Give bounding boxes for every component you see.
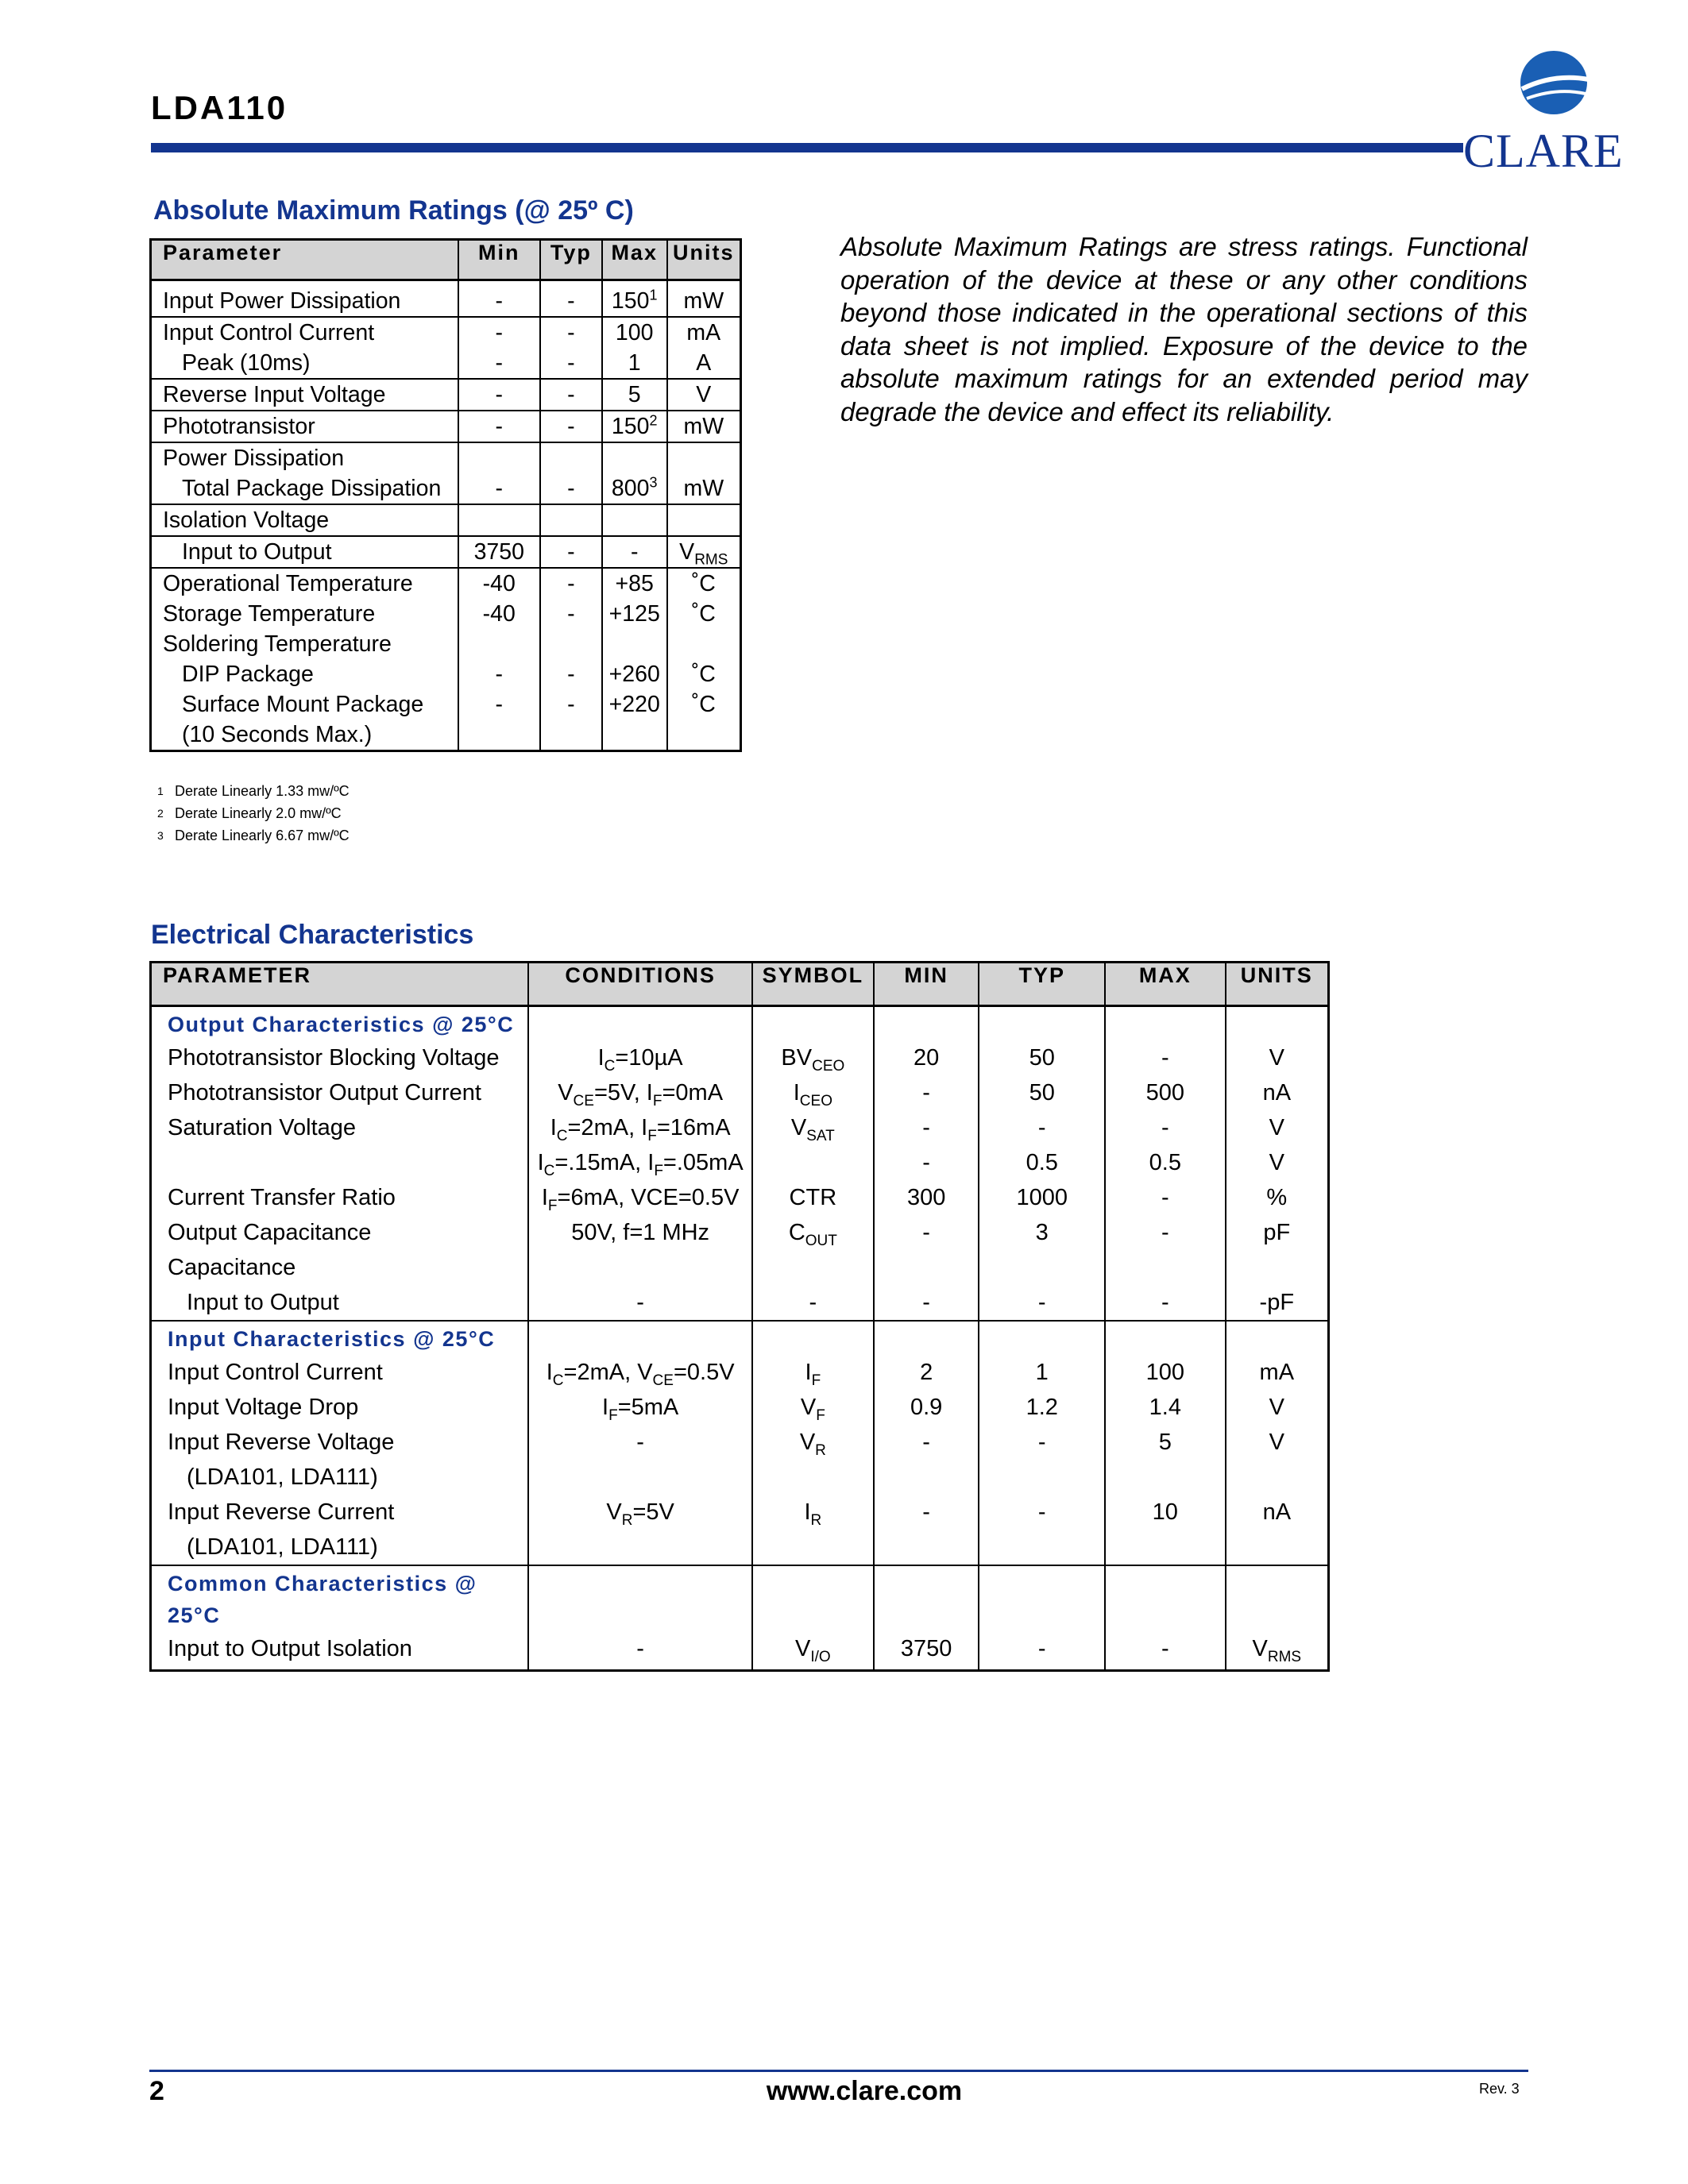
row-parameter: Soldering Temperature [163, 631, 392, 657]
row-parameter: Phototransistor Output Current [151, 1075, 529, 1110]
table-row [151, 379, 741, 411]
row-parameter: Input Reverse Current [151, 1495, 529, 1530]
row-min: 20 [874, 1040, 979, 1075]
table-row [151, 1040, 1329, 1075]
row-parameter-sub: Total Package Dissipation [182, 476, 442, 501]
row-units: mW [667, 411, 741, 442]
footnote: 2 Derate Linearly 2.0 mw/ºC [157, 805, 342, 821]
row-parameter: Input to Output Isolation [151, 1631, 529, 1671]
row-min: -40 [482, 571, 516, 596]
row-max: +220 [608, 692, 660, 717]
document-title: LDA110 [151, 89, 288, 126]
row-conditions: $I_C=2mA$, $V_{CE}=0.5V$ [528, 1355, 752, 1390]
row-units: mW [683, 476, 724, 501]
table-row [151, 411, 741, 442]
footer-url-link[interactable]: www.clare.com [766, 2076, 963, 2106]
row-conditions: $I_F=6mA$, VCE=0.5V [528, 1180, 752, 1215]
row-units: V [1226, 1110, 1329, 1145]
row-min: 3750 [874, 1631, 979, 1671]
amr-section-title: Absolute Maximum Ratings (@ 25º C) [153, 195, 634, 226]
row-typ: 0.5 [979, 1145, 1105, 1180]
footnote: 3 Derate Linearly 6.67 mw/ºC [157, 828, 350, 843]
row-max: +260 [608, 662, 660, 687]
row-max: 1.4 [1105, 1390, 1226, 1425]
table-row [151, 442, 741, 504]
table-row [151, 1631, 1329, 1671]
row-units: V [1226, 1390, 1329, 1425]
row-max: - [1105, 1110, 1226, 1145]
row-min: - [874, 1425, 979, 1460]
row-parameter: Saturation Voltage [151, 1110, 529, 1145]
row-parameter: Output Capacitance [151, 1215, 529, 1250]
table-row [151, 1460, 1329, 1495]
table-row [151, 1215, 1329, 1250]
row-typ: - [540, 280, 602, 318]
row-units: V [1226, 1040, 1329, 1075]
row-units: -pF [1226, 1285, 1329, 1321]
electrical-characteristics-table [149, 961, 1330, 1672]
row-min: - [874, 1145, 979, 1180]
row-max: 10 [1105, 1495, 1226, 1530]
footnote: 1 Derate Linearly 1.33 mw/ºC [157, 783, 350, 799]
row-min: - [874, 1215, 979, 1250]
row-conditions: $V_R=5V$ [528, 1495, 752, 1530]
row-parameter-sub: Input to Output [151, 536, 458, 568]
header-parameter: Parameter [151, 240, 458, 280]
row-max: 500 [1105, 1075, 1226, 1110]
revision-label: Rev. 3 [1479, 2081, 1520, 2097]
table-row [151, 1530, 1329, 1565]
row-symbol: $V_R$ [752, 1425, 874, 1460]
row-units: % [1226, 1180, 1329, 1215]
row-conditions: $I_C=2mA$, $I_F=16mA$ [528, 1110, 752, 1145]
row-symbol: $I_{CEO}$ [752, 1075, 874, 1110]
row-parameter-sub: (10 Seconds Max.) [182, 722, 373, 747]
table-header-row [151, 240, 741, 280]
row-typ: - [567, 601, 575, 627]
row-min: - [458, 280, 541, 318]
globe-logo-icon [1517, 49, 1590, 116]
header-conditions: CONDITIONS [528, 963, 752, 1006]
header-min: MIN [874, 963, 979, 1006]
row-max: - [1105, 1040, 1226, 1075]
row-min: 300 [874, 1180, 979, 1215]
table-row [151, 317, 741, 379]
header-typ: TYP [979, 963, 1105, 1006]
row-units: ˚C [691, 692, 716, 717]
header-units: Units [667, 240, 741, 280]
row-min: - [458, 379, 541, 411]
row-units: mW [667, 280, 741, 318]
header-rule [151, 143, 1463, 152]
row-typ: - [567, 662, 575, 687]
row-parameter: Capacitance [151, 1250, 529, 1285]
row-min: 0.9 [874, 1390, 979, 1425]
group-title-output: Output Characteristics @ 25°C [151, 1006, 529, 1041]
row-min: - [495, 692, 504, 717]
row-conditions: 50V, f=1 MHz [528, 1215, 752, 1250]
row-parameter: Input Reverse Voltage [151, 1425, 529, 1460]
header-typ: Typ [540, 240, 602, 280]
row-max: $150^1$ [602, 280, 667, 318]
row-typ: - [567, 692, 575, 717]
row-max: - [602, 536, 667, 568]
row-symbol: - [752, 1285, 874, 1321]
row-typ: 50 [979, 1040, 1105, 1075]
row-symbol: CTR [752, 1180, 874, 1215]
group-row [151, 1321, 1329, 1355]
row-symbol: $V_F$ [752, 1390, 874, 1425]
clare-logo [1463, 49, 1624, 177]
row-typ: 50 [979, 1075, 1105, 1110]
header-max: MAX [1105, 963, 1226, 1006]
absolute-maximum-ratings-table [149, 238, 742, 752]
row-units: mA [686, 320, 721, 345]
table-row [151, 1495, 1329, 1530]
row-typ: - [540, 536, 602, 568]
row-units: V [1226, 1145, 1329, 1180]
row-max: 0.5 [1105, 1145, 1226, 1180]
table-row [151, 504, 741, 536]
row-units: nA [1226, 1075, 1329, 1110]
row-min: - [495, 320, 504, 345]
table-row [151, 568, 741, 751]
row-typ: 3 [979, 1215, 1105, 1250]
header-units: UNITS [1226, 963, 1329, 1006]
table-row [151, 1180, 1329, 1215]
row-units: ˚C [691, 662, 716, 687]
row-conditions: - [528, 1631, 752, 1671]
row-parameter: Current Transfer Ratio [151, 1180, 529, 1215]
row-max: 100 [1105, 1355, 1226, 1390]
table-row [151, 1425, 1329, 1460]
row-typ: - [567, 320, 575, 345]
row-min: - [495, 350, 504, 376]
row-parameter: Power Dissipation [163, 446, 345, 471]
row-symbol: $I_R$ [752, 1495, 874, 1530]
table-header-row [151, 963, 1329, 1006]
header-symbol: SYMBOL [752, 963, 874, 1006]
row-units: V [667, 379, 741, 411]
row-min: - [874, 1110, 979, 1145]
row-typ: 1.2 [979, 1390, 1105, 1425]
row-min: 3750 [458, 536, 541, 568]
row-symbol: $C_{OUT}$ [752, 1215, 874, 1250]
row-units: pF [1226, 1215, 1329, 1250]
amr-note-paragraph: Absolute Maximum Ratings are stress ratings. Functional operation of the device at these or any other conditions beyond those indicated in the operational sections of this data sheet is not implied. Exposure of the device to the absolute maximum ratings for an extended period may degrade the device and effect its reliability. [840, 232, 1528, 426]
row-units: $V_{RMS}$ [1226, 1631, 1329, 1671]
row-parameter: Storage Temperature [163, 601, 376, 627]
row-parameter-sub: (LDA101, LDA111) [151, 1460, 529, 1495]
row-typ: - [979, 1285, 1105, 1321]
group-row [151, 1565, 1329, 1631]
row-symbol: $I_F$ [752, 1355, 874, 1390]
row-max: 5 [1105, 1425, 1226, 1460]
row-typ: - [540, 379, 602, 411]
row-max: - [1105, 1285, 1226, 1321]
row-typ: - [979, 1110, 1105, 1145]
row-max: +125 [608, 601, 660, 627]
row-parameter-sub: (LDA101, LDA111) [151, 1530, 529, 1565]
row-typ: - [567, 350, 575, 376]
table-row [151, 1110, 1329, 1145]
row-max: - [1105, 1180, 1226, 1215]
row-symbol: $BV_{CEO}$ [752, 1040, 874, 1075]
footer-rule [149, 2070, 1528, 2072]
row-conditions: $I_C=.15mA$, $I_F=.05mA$ [528, 1145, 752, 1180]
row-typ: - [979, 1495, 1105, 1530]
row-max: $800^3$ [611, 474, 658, 501]
row-min: - [458, 411, 541, 442]
row-units: nA [1226, 1495, 1329, 1530]
table-row [151, 1250, 1329, 1285]
table-row [151, 1145, 1329, 1180]
row-typ: - [567, 571, 575, 596]
row-max: 1 [628, 350, 641, 376]
row-max: +85 [615, 571, 654, 596]
header-max: Max [602, 240, 667, 280]
row-min: -40 [482, 601, 516, 627]
header-min: Min [458, 240, 541, 280]
row-parameter: Input Control Current [163, 320, 375, 345]
row-conditions: $V_{CE}=5V$, $I_F=0mA$ [528, 1075, 752, 1110]
header-parameter: PARAMETER [151, 963, 529, 1006]
table-row [151, 1075, 1329, 1110]
row-conditions: - [528, 1425, 752, 1460]
row-parameter: Input Power Dissipation [151, 280, 458, 318]
row-symbol: $V_{I/O}$ [752, 1631, 874, 1671]
row-max: - [1105, 1631, 1226, 1671]
row-parameter: Reverse Input Voltage [151, 379, 458, 411]
table-row [151, 1285, 1329, 1321]
row-symbol: $V_{SAT}$ [752, 1110, 874, 1145]
row-units: A [696, 350, 712, 376]
amr-footnotes [157, 780, 350, 847]
group-title-common: Common Characteristics @ 25°C [151, 1565, 529, 1631]
row-parameter: Operational Temperature [163, 571, 413, 596]
row-max: $150^2$ [602, 411, 667, 442]
table-row [151, 536, 741, 568]
group-row [151, 1006, 1329, 1041]
table-row [151, 1355, 1329, 1390]
table-row [151, 1390, 1329, 1425]
table-row [151, 280, 741, 318]
row-parameter-sub: Surface Mount Package [182, 692, 424, 717]
row-parameter: Input Control Current [151, 1355, 529, 1390]
row-typ: - [979, 1425, 1105, 1460]
row-parameter: Phototransistor [151, 411, 458, 442]
row-typ: 1 [979, 1355, 1105, 1390]
row-min: - [874, 1495, 979, 1530]
row-units: ˚C [691, 571, 716, 596]
row-units: ˚C [691, 601, 716, 627]
row-conditions: - [528, 1285, 752, 1321]
group-title-input: Input Characteristics @ 25°C [151, 1321, 529, 1355]
page-number: 2 [149, 2076, 164, 2106]
row-units: mA [1226, 1355, 1329, 1390]
row-typ: 1000 [979, 1180, 1105, 1215]
row-parameter-sub: DIP Package [182, 662, 314, 687]
logo-text: CLARE [1463, 125, 1624, 177]
row-conditions: $I_C=10\mu A$ [528, 1040, 752, 1075]
row-typ: - [540, 411, 602, 442]
row-parameter-sub: Input to Output [151, 1285, 529, 1321]
row-min: - [874, 1075, 979, 1110]
row-min: - [495, 662, 504, 687]
row-typ: - [567, 476, 575, 501]
row-max: - [1105, 1215, 1226, 1250]
row-min: - [874, 1285, 979, 1321]
row-typ: - [979, 1631, 1105, 1671]
row-max: 100 [615, 320, 654, 345]
row-units: $V_{RMS}$ [667, 536, 741, 568]
row-parameter: Input Voltage Drop [151, 1390, 529, 1425]
row-units: V [1226, 1425, 1329, 1460]
ec-section-title: Electrical Characteristics [151, 920, 474, 950]
row-max: 5 [602, 379, 667, 411]
row-conditions: $I_F=5mA$ [528, 1390, 752, 1425]
row-parameter: Isolation Voltage [151, 504, 458, 536]
row-parameter: Phototransistor Blocking Voltage [151, 1040, 529, 1075]
row-parameter-sub: Peak (10ms) [182, 350, 311, 376]
row-min: 2 [874, 1355, 979, 1390]
row-min: - [495, 476, 504, 501]
